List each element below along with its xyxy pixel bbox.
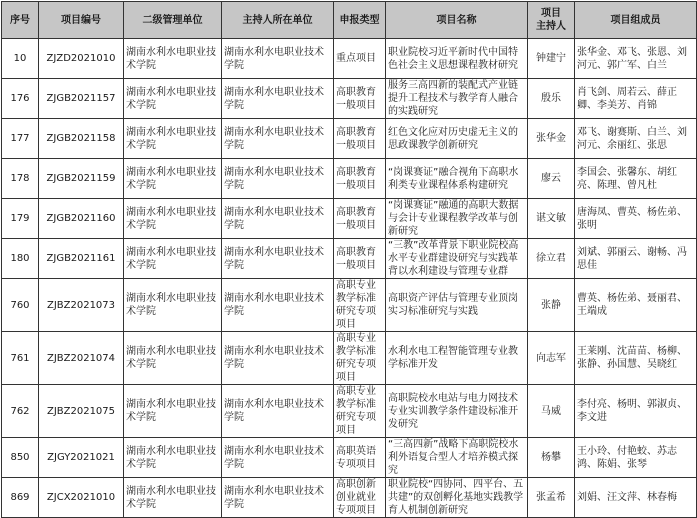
cell-application-type: 高职教育一般项目 — [334, 199, 386, 239]
cell-seq: 869 — [2, 478, 39, 518]
cell-project-number: ZJCX2021010 — [39, 478, 124, 518]
cell-host: 廖云 — [528, 159, 575, 199]
cell-host: 张华金 — [528, 119, 575, 159]
cell-seq: 761 — [2, 332, 39, 385]
header-mgmt: 二级管理单位 — [124, 2, 222, 39]
cell-management-unit: 湖南水利水电职业技术学院 — [124, 279, 222, 332]
cell-host: 钟建宁 — [528, 39, 575, 79]
table-row — [2, 199, 697, 239]
cell-management-unit: 湖南水利水电职业技术学院 — [124, 438, 222, 478]
cell-management-unit: 湖南水利水电职业技术学院 — [124, 478, 222, 518]
cell-project-name: 高职资产评估与管理专业顶岗实习标准研究与实践 — [386, 279, 528, 332]
cell-project-number: ZJBZ2021075 — [39, 385, 124, 438]
cell-members: 唐海凤、曹英、杨佐弟、张明 — [575, 199, 697, 239]
cell-project-name: 水利水电工程智能管理专业教学标准开发 — [386, 332, 528, 385]
cell-project-number: ZJGY2021021 — [39, 438, 124, 478]
cell-application-type: 高职专业教学标准研究专项项目 — [334, 332, 386, 385]
cell-management-unit: 湖南水利水电职业技术学院 — [124, 119, 222, 159]
cell-project-number: ZJBZ2021074 — [39, 332, 124, 385]
cell-project-number: ZJGB2021157 — [39, 79, 124, 119]
cell-host: 马威 — [528, 385, 575, 438]
cell-project-number: ZJGB2021160 — [39, 199, 124, 239]
header-name: 项目名称 — [386, 2, 528, 39]
cell-management-unit: 湖南水利水电职业技术学院 — [124, 39, 222, 79]
table-row — [2, 332, 697, 385]
cell-host-unit: 湖南水利水电职业技术学院 — [222, 39, 334, 79]
cell-project-name: “岗课赛证”融合视角下高职水利类专业课程体系构建研究 — [386, 159, 528, 199]
cell-members: 肖飞剑、周若云、薛正卿、李美芳、肖锦 — [575, 79, 697, 119]
cell-host: 张孟希 — [528, 478, 575, 518]
table-row — [2, 385, 697, 438]
cell-seq: 180 — [2, 239, 39, 279]
header-type: 申报类型 — [334, 2, 386, 39]
cell-members: 刘娟、汪文萍、林春梅 — [575, 478, 697, 518]
cell-members: 曹英、杨佐弟、聂丽君、王端成 — [575, 279, 697, 332]
cell-project-name: “岗课赛证”融通的高职大数据与会计专业课程教学改革与创新研究 — [386, 199, 528, 239]
cell-seq: 850 — [2, 438, 39, 478]
cell-application-type: 高职创新创业就业专项项目 — [334, 478, 386, 518]
cell-application-type: 高职英语专项项目 — [334, 438, 386, 478]
cell-management-unit: 湖南水利水电职业技术学院 — [124, 385, 222, 438]
cell-host: 殷乐 — [528, 79, 575, 119]
table-row — [2, 39, 697, 79]
header-unit: 主持人所在单位 — [222, 2, 334, 39]
cell-members: 王小玲、付艳蛟、苏志鸿、陈娟、张琴 — [575, 438, 697, 478]
cell-application-type: 高职教育一般项目 — [334, 239, 386, 279]
cell-host-unit: 湖南水利水电职业技术学院 — [222, 438, 334, 478]
cell-members: 王莱刚、沈苗苗、杨柳、张静、孙国慧、吴晓红 — [575, 332, 697, 385]
cell-application-type: 高职教育一般项目 — [334, 79, 386, 119]
cell-project-number: ZJGB2021159 — [39, 159, 124, 199]
cell-host: 张静 — [528, 279, 575, 332]
cell-host-unit: 湖南水利水电职业技术学院 — [222, 159, 334, 199]
cell-management-unit: 湖南水利水电职业技术学院 — [124, 332, 222, 385]
cell-project-number: ZJZD2021010 — [39, 39, 124, 79]
cell-seq: 10 — [2, 39, 39, 79]
header-num: 项目编号 — [39, 2, 124, 39]
project-table — [1, 1, 697, 518]
cell-project-name: 高职院校水电站与电力网技术专业实训教学条件建设标准开发研究 — [386, 385, 528, 438]
cell-host-unit: 湖南水利水电职业技术学院 — [222, 385, 334, 438]
header-row — [2, 2, 697, 39]
table-row — [2, 478, 697, 518]
cell-members: 李付亮、杨明、郭淑贞、李文进 — [575, 385, 697, 438]
cell-project-name: 职业院校“四协同、四平台、五共建”的双创孵化基地实践教学育人机制创新研究 — [386, 478, 528, 518]
cell-application-type: 重点项目 — [334, 39, 386, 79]
cell-host: 谌文敏 — [528, 199, 575, 239]
cell-project-number: ZJGB2021161 — [39, 239, 124, 279]
cell-project-number: ZJBZ2021073 — [39, 279, 124, 332]
table-row — [2, 279, 697, 332]
header-host: 项目 主持人 — [528, 2, 575, 39]
cell-management-unit: 湖南水利水电职业技术学院 — [124, 79, 222, 119]
table-row — [2, 119, 697, 159]
table-row — [2, 239, 697, 279]
cell-seq: 760 — [2, 279, 39, 332]
cell-project-name: 红色文化应对历史虚无主义的思政课教学创新研究 — [386, 119, 528, 159]
cell-management-unit: 湖南水利水电职业技术学院 — [124, 239, 222, 279]
cell-application-type: 高职专业教学标准研究专项项目 — [334, 279, 386, 332]
cell-project-name: 职业院校习近平新时代中国特色社会主义思想课程教材研究 — [386, 39, 528, 79]
cell-members: 邓飞、谢赛斯、白兰、刘河元、余丽红、张思 — [575, 119, 697, 159]
cell-host: 徐立君 — [528, 239, 575, 279]
cell-host-unit: 湖南水利水电职业技术学院 — [222, 119, 334, 159]
cell-host-unit: 湖南水利水电职业技术学院 — [222, 279, 334, 332]
cell-seq: 177 — [2, 119, 39, 159]
cell-project-name: “三高四新”战略下高职院校水利外语复合型人才培养模式探究 — [386, 438, 528, 478]
cell-seq: 179 — [2, 199, 39, 239]
cell-host: 向志军 — [528, 332, 575, 385]
cell-seq: 176 — [2, 79, 39, 119]
cell-seq: 762 — [2, 385, 39, 438]
cell-host-unit: 湖南水利水电职业技术学院 — [222, 199, 334, 239]
cell-host-unit: 湖南水利水电职业技术学院 — [222, 79, 334, 119]
header-members: 项目组成员 — [575, 2, 697, 39]
cell-application-type: 高职专业教学标准研究专项项目 — [334, 385, 386, 438]
header-seq: 序号 — [2, 2, 39, 39]
cell-host-unit: 湖南水利水电职业技术学院 — [222, 332, 334, 385]
table-row — [2, 79, 697, 119]
cell-project-name: “三教”改革背景下职业院校高水平专业群建设研究与实践革背以水利建设与管理专业群 — [386, 239, 528, 279]
table-body — [2, 39, 697, 518]
cell-host-unit: 湖南水利水电职业技术学院 — [222, 239, 334, 279]
cell-project-name: 服务三高四新的装配式产业链提升工程技术与教学育人融合的实践研究 — [386, 79, 528, 119]
cell-host: 杨攀 — [528, 438, 575, 478]
cell-members: 李国会、张馨东、胡红亮、陈理、曾凡杜 — [575, 159, 697, 199]
cell-members: 刘斌、郭丽云、谢畅、冯思佳 — [575, 239, 697, 279]
table-row — [2, 438, 697, 478]
cell-project-number: ZJGB2021158 — [39, 119, 124, 159]
cell-seq: 178 — [2, 159, 39, 199]
cell-host-unit: 湖南水利水电职业技术学院 — [222, 478, 334, 518]
cell-application-type: 高职教育一般项目 — [334, 119, 386, 159]
cell-members: 张华金、邓飞、张恩、刘河元、郭广军、白兰 — [575, 39, 697, 79]
cell-application-type: 高职教育一般项目 — [334, 159, 386, 199]
cell-management-unit: 湖南水利水电职业技术学院 — [124, 199, 222, 239]
cell-management-unit: 湖南水利水电职业技术学院 — [124, 159, 222, 199]
table-row — [2, 159, 697, 199]
